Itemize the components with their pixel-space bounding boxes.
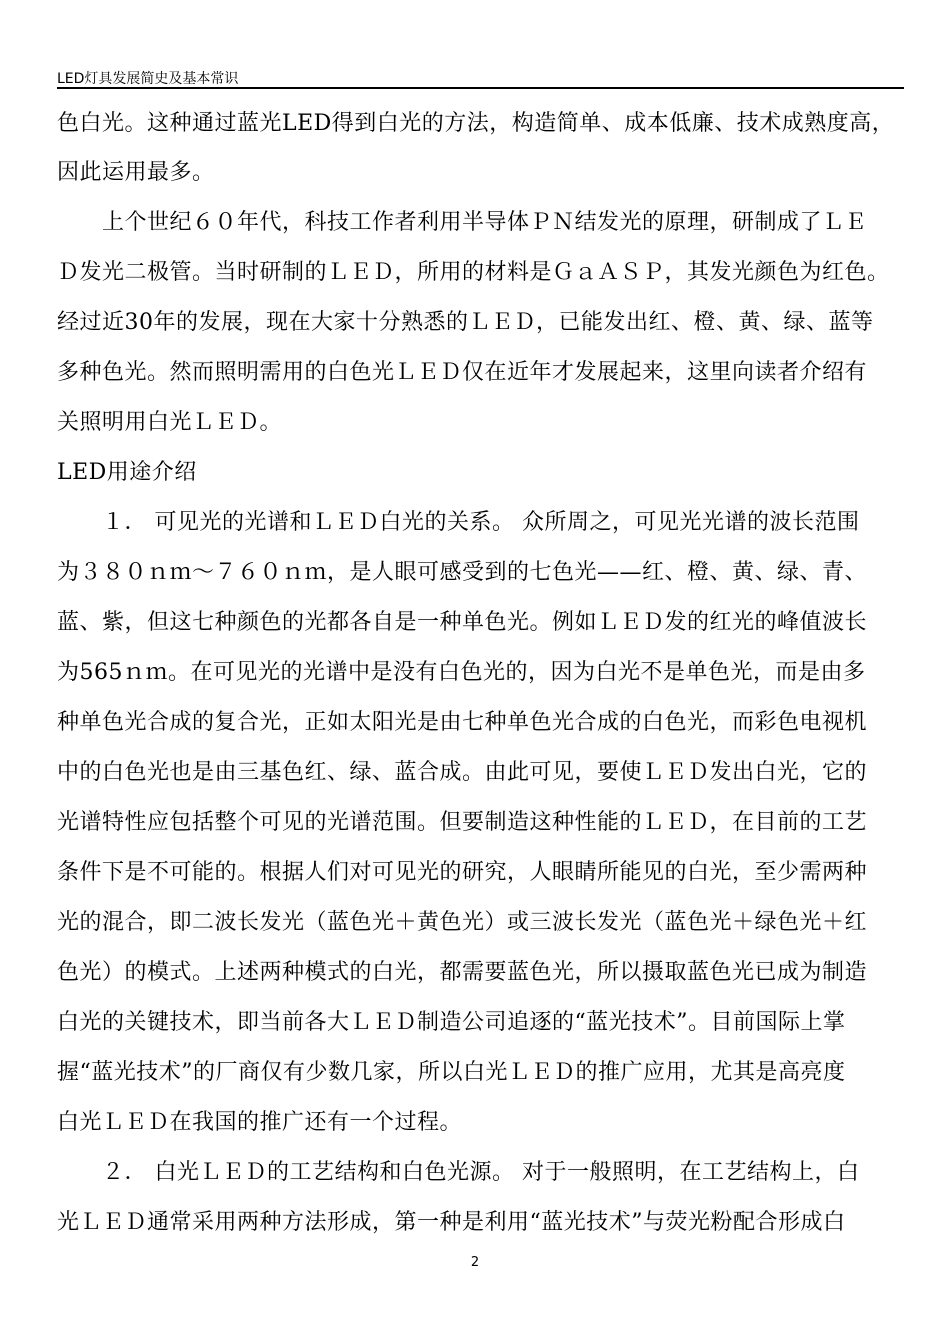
text-line: Ｄ发光二极管。当时研制的ＬＥＤ，所用的材料是ＧａＡＳＰ，其发光颜色为红色。 — [57, 260, 890, 285]
text-line: 色白光。这种通过蓝光LED得到白光的方法，构造简单、成本低廉、技术成熟度高， — [57, 111, 895, 136]
text-line: 上个世纪６０年代，科技工作者利用半导体ＰＮ结发光的原理，研制成了ＬＥ — [102, 210, 868, 235]
text-line: １． 可见光的光谱和ＬＥＤ白光的关系。 众所周之，可见光光谱的波长范围 — [102, 510, 860, 535]
header-divider — [57, 87, 904, 89]
text-line: 白光ＬＥＤ在我国的推广还有一个过程。 — [57, 1110, 463, 1135]
text-line: 中的白色光也是由三基色红、绿、蓝合成。由此可见，要使ＬＥＤ发出白光，它的 — [57, 760, 868, 785]
text-line: 光ＬＥＤ通常采用两种方法形成，第一种是利用“蓝光技术”与荧光粉配合形成白 — [57, 1210, 846, 1235]
page-number: 2 — [470, 1255, 480, 1270]
text-line: 为565ｎｍ。在可见光的光谱中是没有白色光的，因为白光不是单色光，而是由多 — [57, 660, 866, 685]
text-line: 因此运用最多。 — [57, 160, 215, 185]
text-line: 关照明用白光ＬＥＤ。 — [57, 410, 283, 435]
text-line: 光的混合，即二波长发光（蓝色光＋黄色光）或三波长发光（蓝色光＋绿色光＋红 — [57, 910, 868, 935]
running-header: LED灯具发展简史及基本常识 — [57, 71, 239, 87]
text-line: 光谱特性应包括整个可见的光谱范围。但要制造这种性能的ＬＥＤ，在目前的工艺 — [57, 810, 868, 835]
section-heading: LED用途介绍 — [57, 460, 197, 485]
text-line: 握“蓝光技术”的厂商仅有少数几家，所以白光ＬＥＤ的推广应用，尤其是高亮度 — [57, 1060, 846, 1085]
text-line: 条件下是不可能的。根据人们对可见光的研究，人眼睛所能见的白光，至少需两种 — [57, 860, 868, 885]
text-line: 蓝、紫，但这七种颜色的光都各自是一种单色光。例如ＬＥＤ发的红光的峰值波长 — [57, 610, 868, 635]
text-line: 经过近30年的发展，现在大家十分熟悉的ＬＥＤ，已能发出红、橙、黄、绿、蓝等 — [57, 310, 874, 335]
text-line: 种单色光合成的复合光，正如太阳光是由七种单色光合成的白色光，而彩色电视机 — [57, 710, 868, 735]
text-line: 白光的关键技术，即当前各大ＬＥＤ制造公司追逐的“蓝光技术”。目前国际上掌 — [57, 1010, 846, 1035]
text-line: ２． 白光ＬＥＤ的工艺结构和白色光源。 对于一般照明，在工艺结构上，白 — [102, 1160, 860, 1185]
text-line: 色光）的模式。上述两种模式的白光，都需要蓝色光，所以摄取蓝色光已成为制造 — [57, 960, 868, 985]
text-line: 多种色光。然而照明需用的白色光ＬＥＤ仅在近年才发展起来，这里向读者介绍有 — [57, 360, 868, 385]
text-line: 为３８０ｎｍ～７６０ｎｍ，是人眼可感受到的七色光——红、橙、黄、绿、青、 — [57, 560, 868, 585]
